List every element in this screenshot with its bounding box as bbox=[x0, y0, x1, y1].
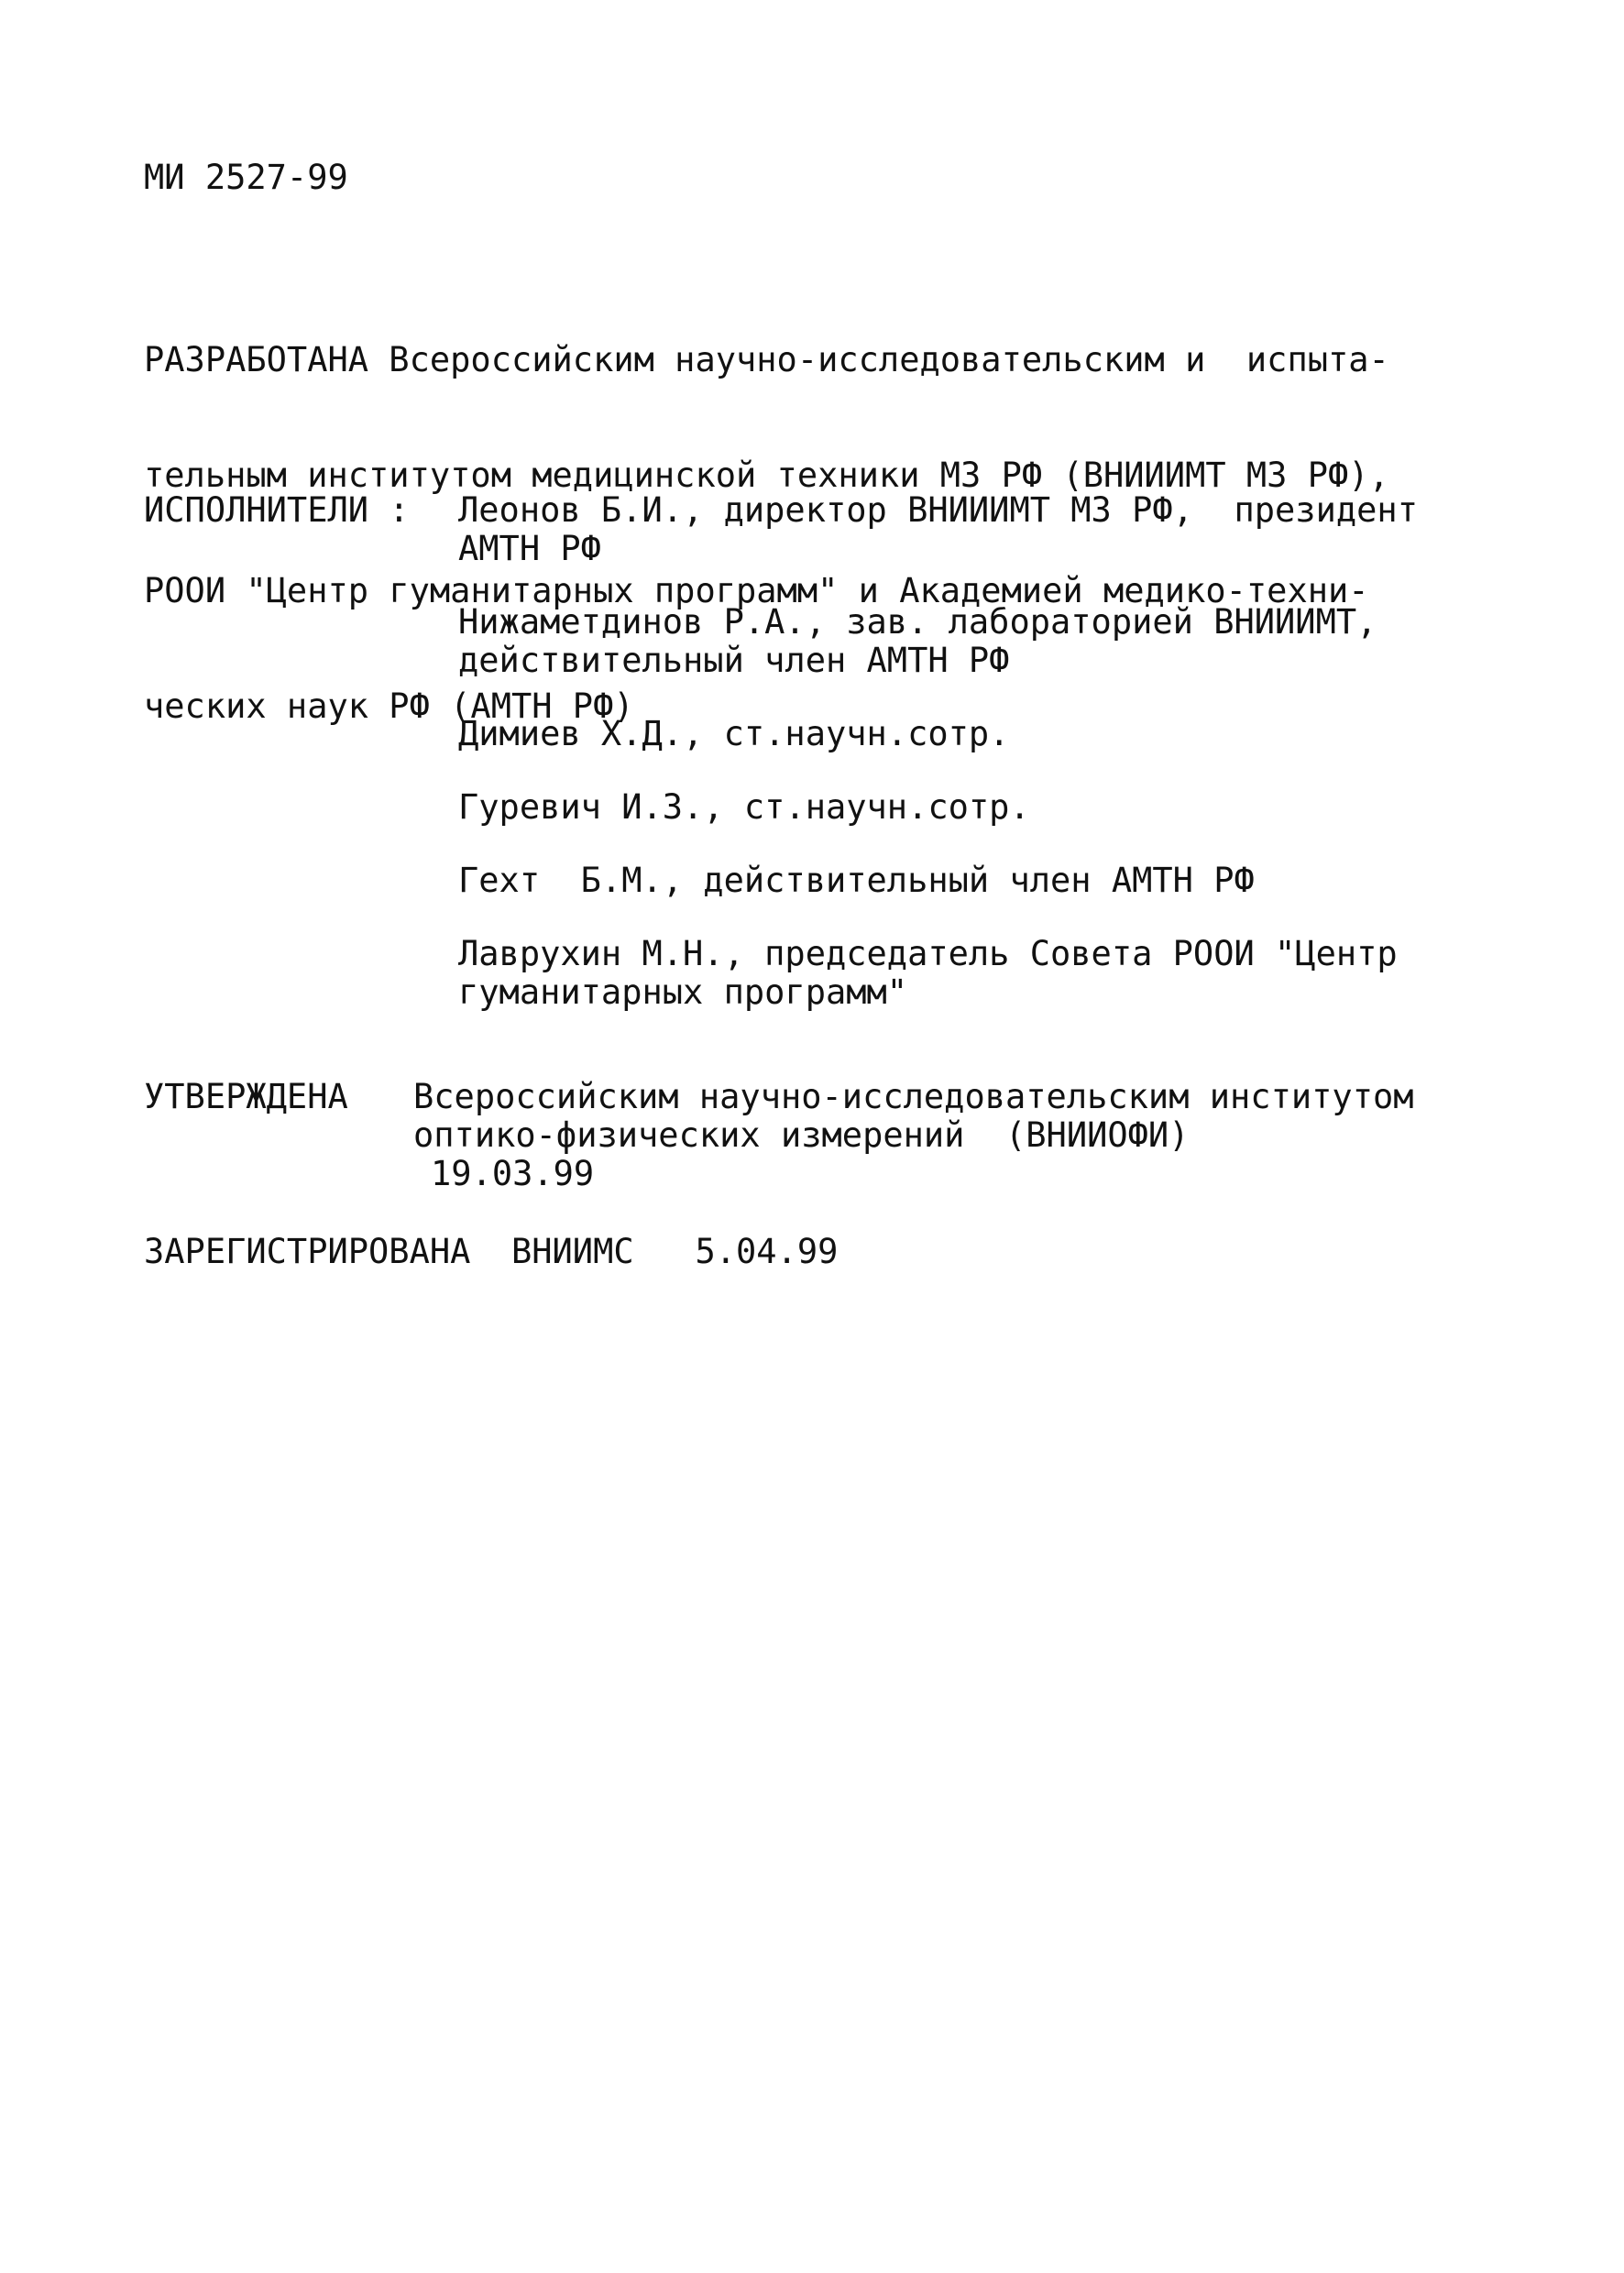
approved-date: 19.03.99 bbox=[431, 1154, 595, 1193]
executor-entry: Гуревич И.З., ст.научн.сотр. bbox=[458, 787, 1030, 827]
document-number: МИ 2527-99 bbox=[144, 158, 348, 197]
approved-label: УТВЕРЖДЕНА bbox=[144, 1077, 348, 1116]
executor-entry: Гехт Б.М., действительный член АМТН РФ bbox=[458, 861, 1255, 900]
developed-line: РООИ "Центр гуманитарных программ" и Академией медико-техни- bbox=[144, 571, 1369, 610]
registration-line: ЗАРЕГИСТРИРОВАНА ВНИИМС 5.04.99 bbox=[144, 1232, 839, 1271]
executor-entry: Лаврухин М.Н., председатель Совета РООИ "Центр гуманитарных программ" bbox=[458, 934, 1398, 1012]
executor-entry: Нижаметдинов Р.А., зав. лабораторией ВНИИИМТ, действительный член АМТН РФ bbox=[458, 602, 1377, 680]
executors-list bbox=[458, 491, 1512, 1012]
developed-line: ческих наук РФ (АМТН РФ) bbox=[144, 686, 634, 726]
developed-line: тельным институтом медицинской техники МЗ РФ (ВНИИИМТ МЗ РФ), bbox=[144, 456, 1389, 495]
executor-entry: Леонов Б.И., директор ВНИИИМТ МЗ РФ, президент АМТН РФ bbox=[458, 490, 1418, 568]
approved-by-text: Всероссийским научно-исследовательским институтом оптико-физических измерений (ВНИИОФИ) bbox=[413, 1077, 1414, 1155]
executors-label: ИСПОЛНИТЕЛИ : bbox=[144, 490, 410, 530]
executor-entry: Димиев Х.Д., ст.научн.сотр. bbox=[458, 714, 1010, 753]
developed-line: РАЗРАБОТАНА Всероссийским научно-исследовательским и испыта- bbox=[144, 340, 1389, 379]
